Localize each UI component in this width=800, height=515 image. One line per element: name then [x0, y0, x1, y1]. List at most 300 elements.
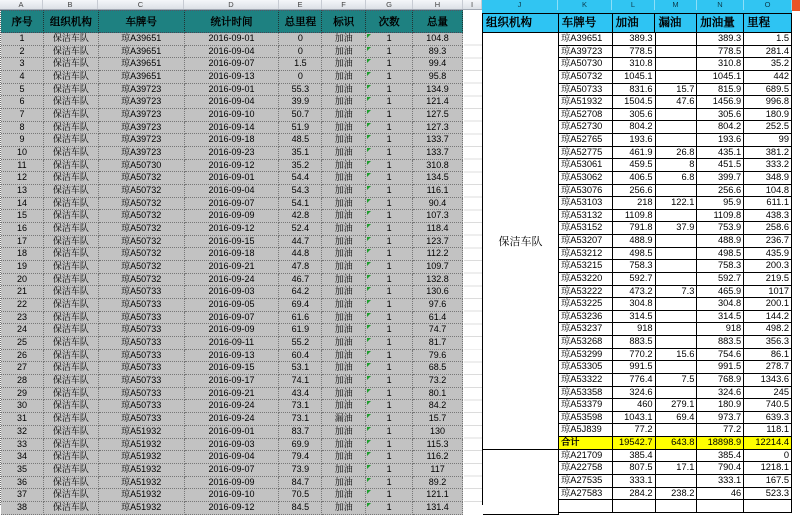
- cell[interactable]: 7: [1, 109, 44, 122]
- detail-header-cell[interactable]: 次数: [366, 10, 413, 33]
- cell[interactable]: 琼A53132: [559, 210, 613, 223]
- cell[interactable]: 167.5: [744, 475, 792, 488]
- cell[interactable]: 523.3: [744, 488, 792, 501]
- cell[interactable]: 加油: [322, 198, 366, 211]
- cell[interactable]: 333.1: [697, 475, 744, 488]
- cell[interactable]: 加油: [322, 185, 366, 198]
- cell[interactable]: [697, 500, 744, 513]
- cell[interactable]: 琼A53379: [559, 399, 613, 412]
- cell[interactable]: 26: [1, 350, 44, 363]
- cell[interactable]: 保洁车队: [44, 299, 99, 312]
- cell[interactable]: 1: [366, 489, 413, 502]
- cell[interactable]: [744, 500, 792, 513]
- column-letter-E[interactable]: E: [279, 0, 322, 9]
- cell[interactable]: 1.5: [744, 33, 792, 46]
- cell[interactable]: 琼A50733: [99, 337, 185, 350]
- cell[interactable]: 15.7: [656, 84, 698, 97]
- cell[interactable]: 琼A39651: [99, 58, 185, 71]
- cell[interactable]: 加油: [322, 58, 366, 71]
- cell[interactable]: 2016-09-24: [185, 400, 280, 413]
- cell[interactable]: 461.9: [613, 147, 656, 160]
- cell[interactable]: 61.4: [413, 312, 463, 325]
- cell[interactable]: 保洁车队: [44, 58, 99, 71]
- cell[interactable]: 17.1: [656, 462, 698, 475]
- cell[interactable]: 琼A50733: [99, 350, 185, 363]
- cell[interactable]: 1: [366, 400, 413, 413]
- cell[interactable]: 2016-09-03: [185, 439, 280, 452]
- cell[interactable]: 592.7: [697, 273, 744, 286]
- cell[interactable]: 琼A53237: [559, 323, 613, 336]
- cell[interactable]: 琼A39651: [99, 33, 185, 46]
- cell[interactable]: 1: [366, 362, 413, 375]
- cell[interactable]: 2016-09-12: [185, 502, 280, 515]
- cell[interactable]: 127.3: [413, 122, 463, 135]
- cell[interactable]: 236.7: [744, 235, 792, 248]
- cell[interactable]: 1456.9: [697, 96, 744, 109]
- cell[interactable]: 991.5: [613, 361, 656, 374]
- cell[interactable]: [656, 58, 698, 71]
- cell[interactable]: [559, 500, 613, 513]
- cell[interactable]: 保洁车队: [44, 198, 99, 211]
- cell[interactable]: 保洁车队: [44, 46, 99, 59]
- cell[interactable]: 琼A50733: [99, 362, 185, 375]
- cell[interactable]: 47.8: [279, 261, 322, 274]
- cell[interactable]: 琼A50733: [99, 286, 185, 299]
- cell[interactable]: 46.7: [279, 274, 322, 287]
- cell[interactable]: 1109.8: [697, 210, 744, 223]
- cell[interactable]: 1043.1: [613, 412, 656, 425]
- cell[interactable]: 43.4: [279, 388, 322, 401]
- cell[interactable]: [656, 450, 698, 463]
- column-letter-C[interactable]: C: [98, 0, 184, 9]
- cell[interactable]: 60.4: [279, 350, 322, 363]
- cell[interactable]: [656, 71, 698, 84]
- cell[interactable]: 314.5: [697, 311, 744, 324]
- cell[interactable]: 73.2: [413, 375, 463, 388]
- cell[interactable]: 琼A50732: [99, 261, 185, 274]
- cell[interactable]: 121.4: [413, 96, 463, 109]
- detail-header-cell[interactable]: 车牌号: [99, 10, 185, 33]
- cell[interactable]: 324.6: [613, 387, 656, 400]
- cell[interactable]: 132.8: [413, 274, 463, 287]
- cell[interactable]: 2016-09-01: [185, 426, 280, 439]
- cell[interactable]: 加油: [322, 477, 366, 490]
- cell[interactable]: 琼A52730: [559, 121, 613, 134]
- cell[interactable]: 116.2: [413, 451, 463, 464]
- cell[interactable]: 807.5: [613, 462, 656, 475]
- cell[interactable]: 加油: [322, 46, 366, 59]
- column-letter-L[interactable]: L: [612, 0, 655, 10]
- cell[interactable]: 134.5: [413, 172, 463, 185]
- cell[interactable]: 13: [1, 185, 44, 198]
- cell[interactable]: 116.1: [413, 185, 463, 198]
- cell[interactable]: 1: [366, 451, 413, 464]
- cell[interactable]: 琼A51932: [559, 96, 613, 109]
- cell[interactable]: 18: [1, 248, 44, 261]
- cell[interactable]: 加油: [322, 147, 366, 160]
- cell[interactable]: 1: [366, 185, 413, 198]
- cell[interactable]: 保洁车队: [44, 502, 99, 515]
- cell[interactable]: 2016-09-07: [185, 58, 280, 71]
- cell[interactable]: 保洁车队: [44, 248, 99, 261]
- cell[interactable]: 1: [366, 147, 413, 160]
- cell[interactable]: 35.1: [279, 147, 322, 160]
- cell[interactable]: 6.8: [656, 172, 698, 185]
- cell[interactable]: 加油: [322, 286, 366, 299]
- detail-header-cell[interactable]: 总量: [413, 10, 463, 33]
- cell[interactable]: 14: [1, 198, 44, 211]
- cell[interactable]: 保洁车队: [44, 223, 99, 236]
- cell[interactable]: 0: [744, 450, 792, 463]
- cell[interactable]: 15.6: [656, 349, 698, 362]
- cell[interactable]: 95.9: [697, 197, 744, 210]
- cell[interactable]: 740.5: [744, 399, 792, 412]
- cell[interactable]: 804.2: [613, 121, 656, 134]
- cell[interactable]: 55.3: [279, 84, 322, 97]
- cell[interactable]: 6: [1, 96, 44, 109]
- cell[interactable]: 304.8: [697, 298, 744, 311]
- cell[interactable]: 77.2: [697, 424, 744, 437]
- cell[interactable]: 加油: [322, 439, 366, 452]
- cell[interactable]: 2016-09-12: [185, 160, 280, 173]
- cell[interactable]: 44.8: [279, 248, 322, 261]
- cell[interactable]: 2016-09-11: [185, 337, 280, 350]
- cell[interactable]: 加油: [322, 248, 366, 261]
- cell[interactable]: 1: [366, 502, 413, 515]
- cell[interactable]: 973.7: [697, 412, 744, 425]
- cell[interactable]: [656, 109, 698, 122]
- cell[interactable]: 12214.4: [744, 437, 792, 450]
- cell[interactable]: 2016-09-18: [185, 134, 280, 147]
- cell[interactable]: 加油: [322, 312, 366, 325]
- cell[interactable]: 883.5: [697, 336, 744, 349]
- cell[interactable]: 310.8: [697, 58, 744, 71]
- cell[interactable]: 琼A50732: [99, 185, 185, 198]
- cell[interactable]: 保洁车队: [44, 362, 99, 375]
- cell[interactable]: 保洁车队: [44, 71, 99, 84]
- cell[interactable]: 256.6: [613, 185, 656, 198]
- cell[interactable]: 310.8: [413, 160, 463, 173]
- cell[interactable]: 23: [1, 312, 44, 325]
- cell[interactable]: 16: [1, 223, 44, 236]
- cell[interactable]: 99: [744, 134, 792, 147]
- cell[interactable]: 琼A51932: [99, 439, 185, 452]
- cell[interactable]: 加油: [322, 33, 366, 46]
- cell[interactable]: 2016-09-07: [185, 198, 280, 211]
- cell[interactable]: 加油: [322, 350, 366, 363]
- cell[interactable]: 69.4: [656, 412, 698, 425]
- cell[interactable]: 89.3: [413, 46, 463, 59]
- cell[interactable]: 琼A53062: [559, 172, 613, 185]
- cell[interactable]: 305.6: [613, 109, 656, 122]
- cell[interactable]: 1218.1: [744, 462, 792, 475]
- cell[interactable]: 104.8: [744, 185, 792, 198]
- cell[interactable]: 33: [1, 439, 44, 452]
- cell[interactable]: 保洁车队: [44, 464, 99, 477]
- cell[interactable]: [656, 336, 698, 349]
- cell[interactable]: 0: [279, 71, 322, 84]
- cell[interactable]: 保洁车队: [44, 96, 99, 109]
- cell[interactable]: [656, 248, 698, 261]
- cell[interactable]: 加油: [322, 122, 366, 135]
- cell[interactable]: 2016-09-18: [185, 248, 280, 261]
- cell[interactable]: 109.7: [413, 261, 463, 274]
- cell[interactable]: 0: [279, 33, 322, 46]
- cell[interactable]: 86.1: [744, 349, 792, 362]
- cell[interactable]: 2016-09-24: [185, 274, 280, 287]
- cell[interactable]: 0: [279, 46, 322, 59]
- cell[interactable]: 保洁车队: [44, 274, 99, 287]
- cell[interactable]: 32: [1, 426, 44, 439]
- cell[interactable]: 35.2: [279, 160, 322, 173]
- cell[interactable]: 324.6: [697, 387, 744, 400]
- cell[interactable]: 保洁车队: [44, 477, 99, 490]
- cell[interactable]: 2016-09-17: [185, 375, 280, 388]
- cell[interactable]: [656, 298, 698, 311]
- summary-header-cell[interactable]: 组织机构: [483, 13, 559, 33]
- cell[interactable]: 琼A51932: [99, 464, 185, 477]
- cell[interactable]: 琼A50732: [99, 236, 185, 249]
- cell[interactable]: 保洁车队: [44, 439, 99, 452]
- cell[interactable]: 1: [366, 223, 413, 236]
- cell[interactable]: 2016-09-04: [185, 96, 280, 109]
- cell[interactable]: 84.5: [279, 502, 322, 515]
- cell[interactable]: 20: [1, 274, 44, 287]
- cell[interactable]: 19542.7: [613, 437, 656, 450]
- column-letter-I[interactable]: I: [463, 0, 482, 9]
- cell[interactable]: 1: [366, 122, 413, 135]
- cell[interactable]: 252.5: [744, 121, 792, 134]
- cell[interactable]: 保洁车队: [44, 426, 99, 439]
- cell[interactable]: 琼A39723: [99, 122, 185, 135]
- cell[interactable]: 389.3: [697, 33, 744, 46]
- summary-header-cell[interactable]: 里程: [744, 13, 792, 33]
- cell[interactable]: 保洁车队: [44, 236, 99, 249]
- cell[interactable]: 保洁车队: [44, 489, 99, 502]
- cell[interactable]: 琼A39651: [99, 71, 185, 84]
- cell[interactable]: 合计: [559, 437, 613, 450]
- cell[interactable]: 2016-09-24: [185, 413, 280, 426]
- cell[interactable]: 643.8: [656, 437, 698, 450]
- cell[interactable]: 112.2: [413, 248, 463, 261]
- cell[interactable]: 加油: [322, 274, 366, 287]
- cell[interactable]: 1109.8: [613, 210, 656, 223]
- cell[interactable]: 488.9: [697, 235, 744, 248]
- summary-header-cell[interactable]: 加油: [613, 13, 656, 33]
- cell[interactable]: 459.5: [613, 159, 656, 172]
- cell[interactable]: 498.2: [744, 323, 792, 336]
- cell[interactable]: 385.4: [697, 450, 744, 463]
- cell[interactable]: 778.5: [613, 46, 656, 59]
- cell[interactable]: 89.2: [413, 477, 463, 490]
- cell[interactable]: 琼A53061: [559, 159, 613, 172]
- column-letter-B[interactable]: B: [43, 0, 98, 9]
- cell[interactable]: 琼A39723: [99, 134, 185, 147]
- cell[interactable]: 1: [366, 46, 413, 59]
- cell[interactable]: [656, 185, 698, 198]
- cell[interactable]: 1: [366, 477, 413, 490]
- cell[interactable]: 加油: [322, 388, 366, 401]
- cell[interactable]: 琼A53215: [559, 260, 613, 273]
- column-letter-J[interactable]: J: [482, 0, 558, 10]
- cell[interactable]: 琼A50730: [99, 160, 185, 173]
- cell[interactable]: 琼A39723: [99, 147, 185, 160]
- cell[interactable]: 保洁车队: [44, 375, 99, 388]
- cell[interactable]: 15: [1, 210, 44, 223]
- cell[interactable]: 保洁车队: [44, 185, 99, 198]
- cell[interactable]: 74.1: [279, 375, 322, 388]
- cell[interactable]: 68.5: [413, 362, 463, 375]
- cell[interactable]: 592.7: [613, 273, 656, 286]
- cell[interactable]: 保洁车队: [44, 160, 99, 173]
- cell[interactable]: 118.1: [744, 424, 792, 437]
- cell[interactable]: 104.8: [413, 33, 463, 46]
- cell[interactable]: 12: [1, 172, 44, 185]
- cell[interactable]: 琼A53222: [559, 286, 613, 299]
- cell[interactable]: 加油: [322, 223, 366, 236]
- cell[interactable]: 加油: [322, 96, 366, 109]
- cell[interactable]: 54.1: [279, 198, 322, 211]
- cell[interactable]: [656, 273, 698, 286]
- cell[interactable]: 1: [366, 286, 413, 299]
- cell[interactable]: 35.2: [744, 58, 792, 71]
- cell[interactable]: 保洁车队: [44, 210, 99, 223]
- cell[interactable]: 64.2: [279, 286, 322, 299]
- cell[interactable]: 加油: [322, 236, 366, 249]
- cell[interactable]: 90.4: [413, 198, 463, 211]
- cell[interactable]: [656, 260, 698, 273]
- cell[interactable]: 1: [366, 324, 413, 337]
- cell[interactable]: 琼A53220: [559, 273, 613, 286]
- cell[interactable]: 46: [697, 488, 744, 501]
- cell[interactable]: 琼A53299: [559, 349, 613, 362]
- cell[interactable]: 200.1: [744, 298, 792, 311]
- cell[interactable]: 加油: [322, 160, 366, 173]
- cell[interactable]: 4: [1, 71, 44, 84]
- cell[interactable]: 2016-09-09: [185, 324, 280, 337]
- cell[interactable]: 460: [613, 399, 656, 412]
- cell[interactable]: 348.9: [744, 172, 792, 185]
- cell[interactable]: 80.1: [413, 388, 463, 401]
- cell[interactable]: 保洁车队: [44, 286, 99, 299]
- cell[interactable]: 保洁车队: [44, 400, 99, 413]
- cell[interactable]: 97.6: [413, 299, 463, 312]
- cell[interactable]: 1: [366, 299, 413, 312]
- cell[interactable]: 琼A53322: [559, 374, 613, 387]
- cell[interactable]: 2016-09-12: [185, 223, 280, 236]
- cell[interactable]: 琼A50732: [99, 248, 185, 261]
- org-merged-cell[interactable]: [483, 33, 559, 450]
- cell[interactable]: 琼A51932: [99, 502, 185, 515]
- cell[interactable]: 991.5: [697, 361, 744, 374]
- cell[interactable]: 保洁车队: [44, 451, 99, 464]
- cell[interactable]: 73.9: [279, 464, 322, 477]
- cell[interactable]: 1017: [744, 286, 792, 299]
- column-letter-D[interactable]: D: [184, 0, 279, 9]
- cell[interactable]: 保洁车队: [44, 324, 99, 337]
- cell[interactable]: 123.7: [413, 236, 463, 249]
- cell[interactable]: 770.2: [613, 349, 656, 362]
- cell[interactable]: 281.4: [744, 46, 792, 59]
- cell[interactable]: 121.1: [413, 489, 463, 502]
- detail-header-cell[interactable]: 标识: [322, 10, 366, 33]
- cell[interactable]: 70.5: [279, 489, 322, 502]
- cell[interactable]: 17: [1, 236, 44, 249]
- cell[interactable]: 1: [366, 426, 413, 439]
- cell[interactable]: 18898.9: [697, 437, 744, 450]
- cell[interactable]: 50.7: [279, 109, 322, 122]
- cell[interactable]: 28: [1, 375, 44, 388]
- cell[interactable]: 314.5: [613, 311, 656, 324]
- cell[interactable]: 639.3: [744, 412, 792, 425]
- cell[interactable]: 琼A50733: [99, 324, 185, 337]
- cell[interactable]: 310.8: [613, 58, 656, 71]
- cell[interactable]: 258.6: [744, 222, 792, 235]
- cell[interactable]: 55.2: [279, 337, 322, 350]
- cell[interactable]: 498.5: [697, 248, 744, 261]
- cell[interactable]: 356.3: [744, 336, 792, 349]
- cell[interactable]: 804.2: [697, 121, 744, 134]
- cell[interactable]: 1: [366, 248, 413, 261]
- cell[interactable]: 2016-09-15: [185, 362, 280, 375]
- cell[interactable]: 2016-09-21: [185, 388, 280, 401]
- cell[interactable]: 琼A52708: [559, 109, 613, 122]
- cell[interactable]: 加油: [322, 426, 366, 439]
- cell[interactable]: 琼A53152: [559, 222, 613, 235]
- cell[interactable]: 琼A39651: [559, 33, 613, 46]
- cell[interactable]: 48.5: [279, 134, 322, 147]
- cell[interactable]: 47.6: [656, 96, 698, 109]
- cell[interactable]: 加油: [322, 362, 366, 375]
- cell[interactable]: 278.7: [744, 361, 792, 374]
- cell[interactable]: 256.6: [697, 185, 744, 198]
- cell[interactable]: 406.5: [613, 172, 656, 185]
- cell[interactable]: 2016-09-04: [185, 185, 280, 198]
- cell[interactable]: [656, 424, 698, 437]
- cell[interactable]: 333.1: [613, 475, 656, 488]
- cell[interactable]: 2: [1, 46, 44, 59]
- cell[interactable]: 琼A51932: [99, 489, 185, 502]
- cell[interactable]: 144.2: [744, 311, 792, 324]
- cell[interactable]: 117: [413, 464, 463, 477]
- cell[interactable]: 193.6: [613, 134, 656, 147]
- cell[interactable]: 1: [366, 109, 413, 122]
- cell[interactable]: 2016-09-01: [185, 33, 280, 46]
- cell[interactable]: 琼A50733: [99, 312, 185, 325]
- cell[interactable]: 73.1: [279, 413, 322, 426]
- cell[interactable]: 279.1: [656, 399, 698, 412]
- cell[interactable]: 保洁车队: [44, 172, 99, 185]
- cell[interactable]: 133.7: [413, 147, 463, 160]
- cell[interactable]: 69.4: [279, 299, 322, 312]
- cell[interactable]: 180.9: [697, 399, 744, 412]
- cell[interactable]: 53.1: [279, 362, 322, 375]
- cell[interactable]: 84.7: [279, 477, 322, 490]
- cell[interactable]: 琼A53236: [559, 311, 613, 324]
- cell[interactable]: 24: [1, 324, 44, 337]
- cell[interactable]: 131.4: [413, 502, 463, 515]
- cell[interactable]: 333.2: [744, 159, 792, 172]
- cell[interactable]: 74.7: [413, 324, 463, 337]
- cell[interactable]: 琼A50733: [559, 84, 613, 97]
- cell[interactable]: 2016-09-10: [185, 489, 280, 502]
- cell[interactable]: 琼A50730: [559, 58, 613, 71]
- cell[interactable]: 1: [366, 388, 413, 401]
- cell[interactable]: 35: [1, 464, 44, 477]
- cell[interactable]: 61.6: [279, 312, 322, 325]
- column-letter-H[interactable]: H: [413, 0, 463, 9]
- cell[interactable]: 加油: [322, 375, 366, 388]
